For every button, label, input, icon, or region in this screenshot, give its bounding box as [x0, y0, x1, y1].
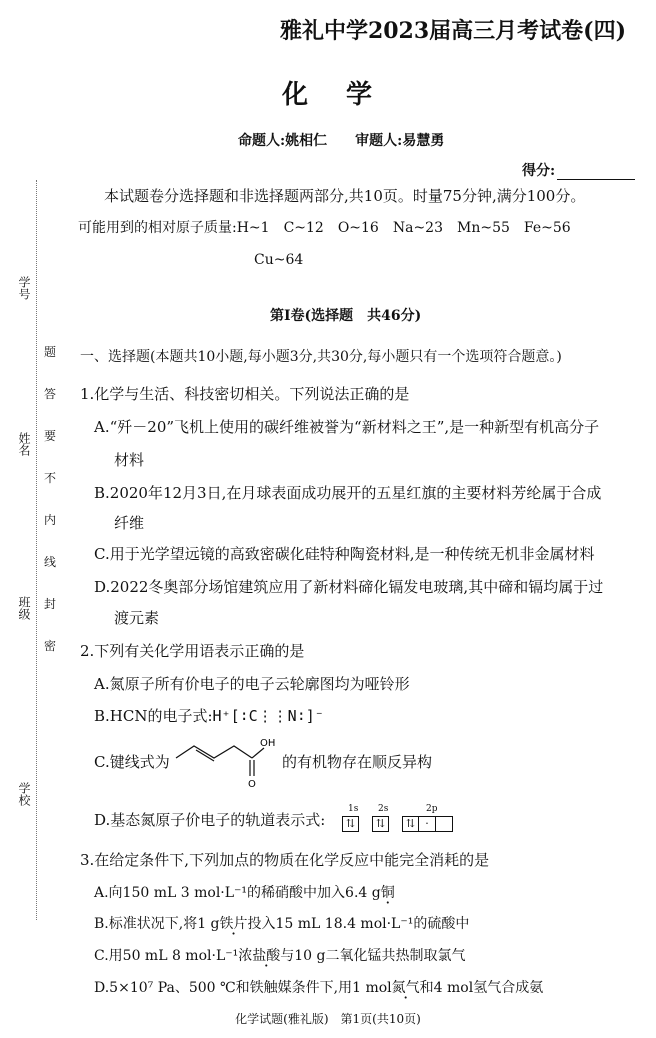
q1-option-a-cont: 材料 — [114, 451, 145, 469]
binding-char: 封 — [44, 597, 57, 611]
q1-option-a: A.“歼－20”飞机上使用的碳纤维被誉为“新材料之王”,是一种新型有机高分子 — [94, 418, 600, 436]
page-footer: 化学试题(雅礼版) 第1页(共10页) — [235, 1012, 421, 1026]
orbital-label-2s: 2s — [378, 804, 389, 814]
q3-b-dotted: 铁片 — [219, 916, 248, 932]
q3-option-c — [94, 947, 465, 966]
q3-c-text-post: 与10 g二氧化锰共热制取氯气 — [280, 948, 466, 964]
q3-d-dotted: 氮气 — [391, 980, 420, 996]
hcn-electron-formula: H⁺[∶C⋮⋮N∶]⁻ — [212, 707, 324, 725]
intro-line-2: 可能用到的相对原子质量:H~1 C~12 O~16 Na~23 Mn~55 Fe~56 — [78, 220, 571, 236]
orbital-box — [436, 816, 453, 832]
q3-c-text: C.用50 mL 8 mol·L⁻¹浓 — [94, 948, 253, 964]
q2-option-c-suffix: 的有机物存在顺反异构 — [282, 753, 433, 771]
q1-option-c: C.用于光学望远镜的高致密碳化硅特种陶瓷材料,是一种传统无机非金属材料 — [94, 545, 595, 563]
q2-option-c-prefix: C.键线式为 — [94, 753, 170, 771]
orbital-2p — [402, 816, 453, 832]
q1-option-d: D.2022冬奥部分场馆建筑应用了新材料碲化镉发电玻璃,其中碲和镉均属于过 — [94, 578, 604, 596]
q1-option-b-cont: 纤维 — [114, 514, 145, 532]
part1-heading: 一、选择题(本题共10小题,每小题3分,共30分,每小题只有一个选项符合题意。) — [80, 349, 562, 365]
subject-title: 化学 — [281, 80, 410, 110]
field-school: 学校 — [17, 782, 31, 806]
q2-option-b-prefix: B.HCN的电子式: — [94, 707, 213, 725]
orbital-1s — [342, 816, 359, 832]
q3-option-a — [94, 884, 395, 903]
orbital-label-2p: 2p — [426, 804, 438, 814]
q2-option-d-prefix: D.基态氮原子价电子的轨道表示式: — [94, 811, 326, 829]
binding-char: 线 — [44, 555, 57, 569]
binding-margin — [0, 0, 70, 1038]
q1-stem: 1.化学与生活、科技密切相关。下列说法正确的是 — [80, 385, 410, 403]
q3-a-dotted: 铜 — [380, 885, 395, 901]
orbital-box: · — [419, 816, 436, 832]
binding-char: 内 — [44, 513, 57, 527]
q2-option-a: A.氮原子所有价电子的电子云轮廓图均为哑铃形 — [94, 675, 410, 693]
section-title: 第Ⅰ卷(选择题 共46分) — [270, 308, 422, 324]
q3-stem: 3.在给定条件下,下列加点的物质在化学反应中能完全消耗的是 — [80, 851, 490, 869]
binding-dotted-line — [36, 180, 37, 920]
exam-title: 雅礼中学2023届高三月考试卷(四) — [279, 18, 626, 44]
q3-a-text: A.向150 mL 3 mol·L⁻¹的稀硝酸中加入6.4 g — [94, 885, 381, 901]
q3-c-dotted: 盐酸 — [252, 948, 281, 964]
bond-to-oh — [252, 748, 264, 758]
o-label: O — [248, 779, 256, 790]
double-bond-line — [196, 750, 214, 761]
q2-stem: 2.下列有关化学用语表示正确的是 — [80, 642, 305, 660]
q3-option-d — [94, 979, 543, 998]
q3-b-text: B.标准状况下,将1 g — [94, 916, 220, 932]
q3-option-b — [94, 915, 469, 934]
q3-d-text-post: 和4 mol氢气合成氨 — [419, 980, 544, 996]
authors-line: 命题人:姚相仁 审题人:易慧勇 — [238, 133, 445, 149]
carbon-chain — [176, 746, 252, 758]
binding-char: 题 — [44, 345, 57, 359]
orbital-2s — [372, 816, 389, 832]
q3-d-text: D.5×10⁷ Pa、500 ℃和铁触媒条件下,用1 mol — [94, 980, 392, 996]
q2-option-b — [94, 706, 324, 726]
binding-char: 不 — [44, 471, 57, 485]
orbital-box: ⇅ — [342, 816, 359, 832]
field-class: 班级 — [17, 596, 31, 620]
field-student-name: 姓名 — [17, 432, 31, 456]
orbital-box: ⇅ — [402, 816, 419, 832]
intro-line-1: 本试题卷分选择题和非选择题两部分,共10页。时量75分钟,满分100分。 — [104, 187, 586, 205]
q1-option-b: B.2020年12月3日,在月球表面成功展开的五星红旗的主要材料芳纶属于合成 — [94, 484, 602, 502]
binding-char: 密 — [44, 639, 57, 653]
score-blank[interactable] — [557, 179, 635, 180]
q3-b-text-post: 投入15 mL 18.4 mol·L⁻¹的硫酸中 — [247, 916, 470, 932]
q1-option-d-cont: 渡元素 — [114, 609, 160, 627]
score-field[interactable] — [522, 160, 635, 180]
orbital-label-1s: 1s — [348, 804, 359, 814]
score-label: 得分: — [522, 163, 556, 179]
binding-char: 要 — [44, 429, 57, 443]
orbital-box: ⇅ — [372, 816, 389, 832]
orbital-diagram — [342, 804, 466, 836]
field-student-number: 学号 — [17, 276, 31, 300]
binding-char: 答 — [44, 387, 57, 401]
oh-label: OH — [260, 738, 276, 749]
binding-warning — [44, 346, 56, 682]
skeletal-structure — [172, 734, 280, 790]
intro-line-3: Cu~64 — [254, 252, 304, 268]
